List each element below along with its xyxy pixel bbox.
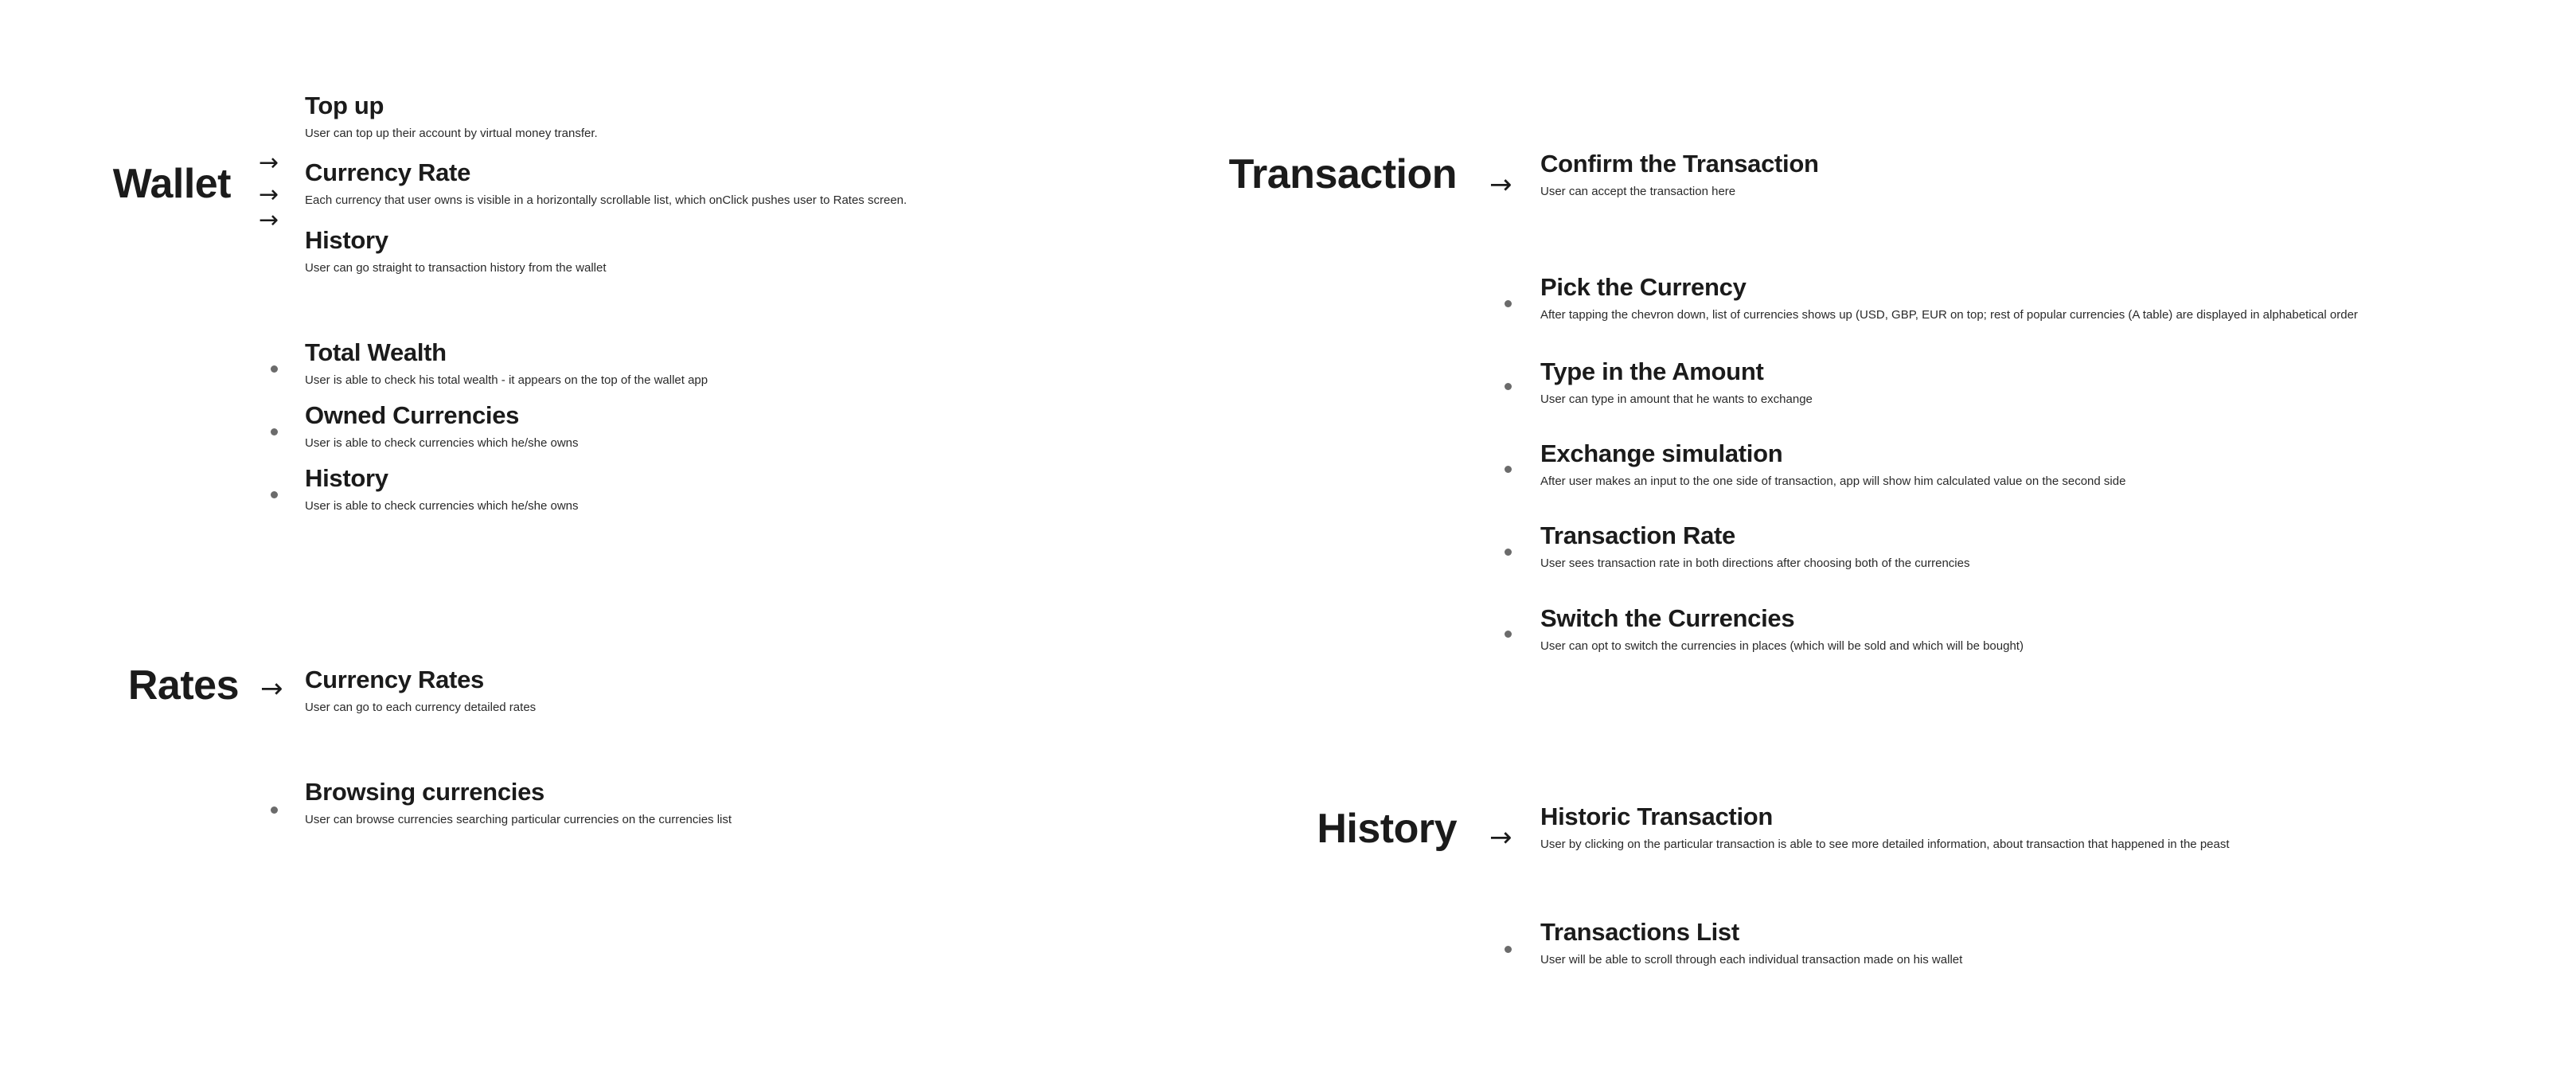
bullet-icon xyxy=(1505,631,1512,638)
feature-description: User by clicking on the particular transaction is able to see more detailed information, about transaction that happened in the peast xyxy=(1540,837,2230,851)
arrow-icon: → xyxy=(259,149,279,177)
feature-title: Transaction Rate xyxy=(1540,521,1736,549)
feature-item[interactable] xyxy=(305,92,598,141)
feature-title: Type in the Amount xyxy=(1540,357,1764,385)
arrow-icon: → xyxy=(260,673,283,705)
feature-title: Owned Currencies xyxy=(305,401,520,429)
feature-title: Confirm the Transaction xyxy=(1540,150,1819,178)
feature-description: User is able to check currencies which he/she owns xyxy=(305,435,579,450)
feature-item[interactable] xyxy=(1540,439,2125,489)
bullet-icon xyxy=(271,491,278,498)
feature-description: User is able to check currencies which he/she owns xyxy=(305,498,579,513)
bullet-icon xyxy=(1505,466,1512,473)
bullet-icon xyxy=(271,365,278,373)
group-label-history: History xyxy=(1317,806,1457,852)
feature-title: Transactions List xyxy=(1540,918,1739,946)
feature-title: Total Wealth xyxy=(305,338,447,366)
feature-item[interactable] xyxy=(1540,150,1819,199)
feature-item[interactable] xyxy=(305,401,579,451)
bullet-icon xyxy=(271,806,278,814)
bullet-icon xyxy=(1505,946,1512,953)
feature-description: User will be able to scroll through each individual transaction made on his wallet xyxy=(1540,952,1963,967)
feature-title: History xyxy=(305,226,388,254)
feature-item[interactable] xyxy=(1540,357,1813,407)
feature-description: After tapping the chevron down, list of currencies shows up (USD, GBP, EUR on top; rest of popular currencies (A table) are displayed in alphabetical order xyxy=(1540,307,2358,322)
feature-item[interactable] xyxy=(1540,521,1969,571)
feature-title: History xyxy=(305,464,388,492)
feature-item[interactable] xyxy=(305,778,732,827)
feature-title: Browsing currencies xyxy=(305,778,544,806)
bullet-icon xyxy=(1505,383,1512,390)
feature-description: User can accept the transaction here xyxy=(1540,184,1736,198)
feature-description: After user makes an input to the one side of transaction, app will show him calculated value on the second side xyxy=(1540,474,2126,488)
feature-description: Each currency that user owns is visible in a horizontally scrollable list, which onClick pushes user to Rates screen. xyxy=(305,193,907,207)
feature-item[interactable] xyxy=(1540,604,2024,654)
arrow-icon: → xyxy=(1489,822,1512,853)
feature-description: User can go to each currency detailed rates xyxy=(305,700,537,714)
feature-title: Exchange simulation xyxy=(1540,439,1783,467)
feature-description: User can go straight to transaction history from the wallet xyxy=(305,260,607,275)
arrow-icon: → xyxy=(1489,169,1512,201)
feature-title: Historic Transaction xyxy=(1540,802,1774,830)
feature-title: Currency Rates xyxy=(305,666,484,693)
feature-item[interactable] xyxy=(305,464,579,514)
feature-description: User is able to check his total wealth - it appears on the top of the wallet app xyxy=(305,373,708,387)
group-label-wallet: Wallet xyxy=(112,161,231,207)
feature-item[interactable] xyxy=(305,666,536,715)
feature-title: Pick the Currency xyxy=(1540,273,1747,301)
feature-description: User can opt to switch the currencies in places (which will be sold and which will be bought) xyxy=(1540,638,2024,653)
feature-item[interactable] xyxy=(1540,273,2358,322)
group-label-rates: Rates xyxy=(127,662,239,709)
bullet-icon xyxy=(1505,549,1512,556)
feature-title: Top up xyxy=(305,92,384,119)
feature-title: Switch the Currencies xyxy=(1540,604,1795,632)
arrow-icon: → xyxy=(259,181,279,209)
feature-description: User can type in amount that he wants to exchange xyxy=(1540,392,1813,406)
arrow-icon: → xyxy=(259,206,279,234)
feature-item[interactable] xyxy=(305,226,607,275)
group-label-transaction: Transaction xyxy=(1228,151,1457,197)
feature-item[interactable] xyxy=(1540,802,2230,852)
feature-title: Currency Rate xyxy=(305,158,471,186)
feature-item[interactable] xyxy=(1540,918,1962,967)
bullet-icon xyxy=(271,428,278,435)
feature-description: User can top up their account by virtual money transfer. xyxy=(305,126,598,140)
bullet-icon xyxy=(1505,300,1512,307)
feature-description: User sees transaction rate in both directions after choosing both of the currencies xyxy=(1540,556,1970,570)
feature-description: User can browse currencies searching particular currencies on the currencies list xyxy=(305,812,732,826)
feature-item[interactable] xyxy=(305,158,907,208)
feature-item[interactable] xyxy=(305,338,708,388)
